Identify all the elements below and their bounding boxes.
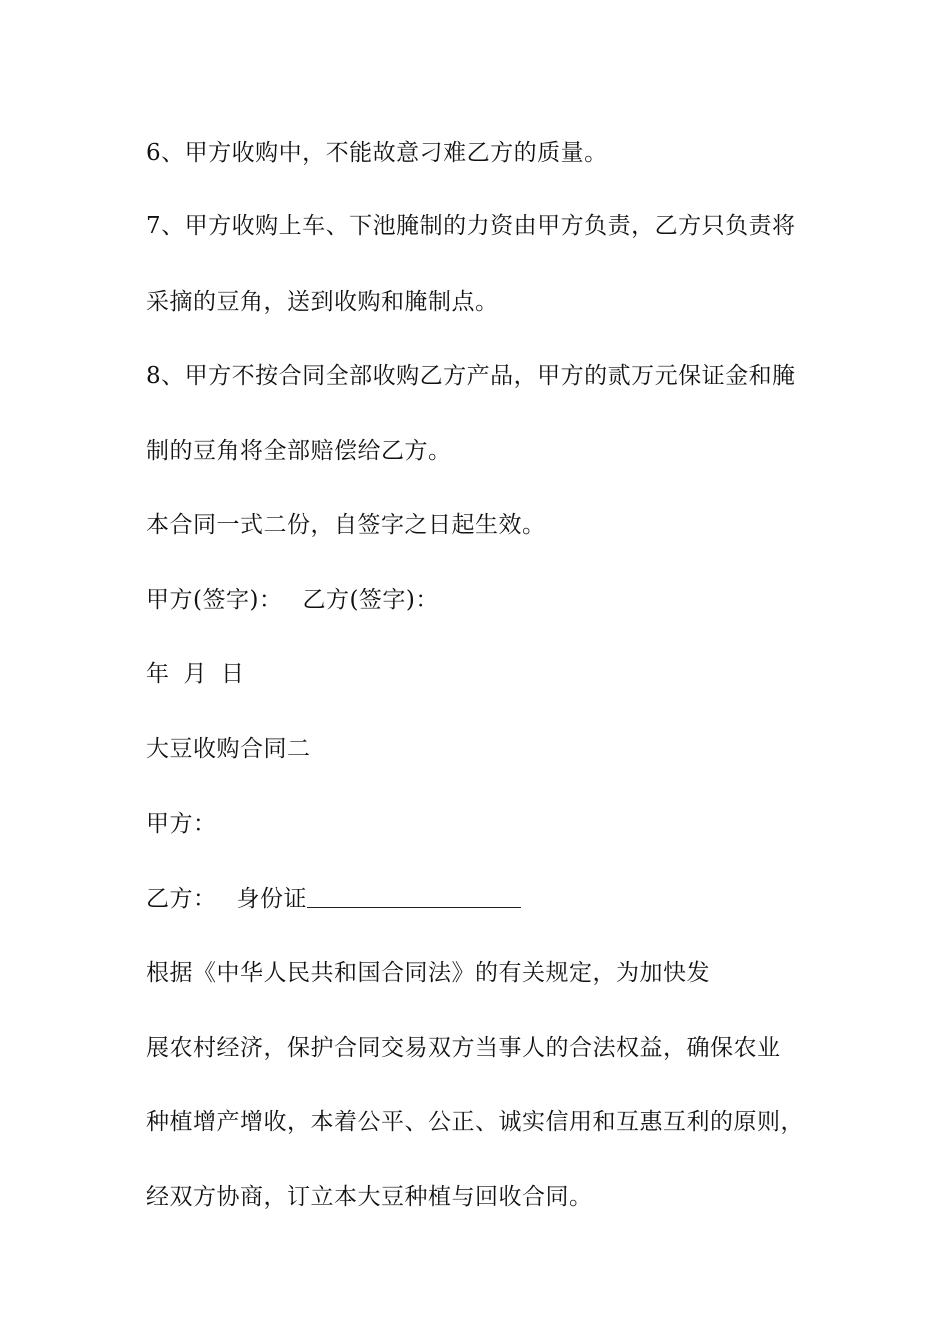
signature-line	[146, 585, 439, 615]
date-year-label: 年	[146, 661, 170, 687]
party-a-label: 甲方：	[146, 811, 217, 837]
date-month-label: 月	[183, 661, 207, 687]
id-card-blank	[307, 885, 521, 908]
clause-8-line-1: 8、甲方不按合同全部收购乙方产品，甲方的贰万元保证金和腌	[146, 363, 796, 389]
preamble-line-1: 根据《中华人民共和国合同法》的有关规定，为加快发	[146, 960, 710, 986]
clause-8-line-2: 制的豆角将全部赔偿给乙方。	[146, 438, 452, 464]
date-line	[146, 659, 245, 689]
party-a-signature-label: 甲方(签字)：	[146, 587, 283, 613]
party-b-label: 乙方：	[146, 886, 217, 912]
clause-6: 6、甲方收购中，不能故意刁难乙方的质量。	[146, 140, 608, 166]
party-b-line	[146, 884, 521, 914]
clause-7-line-1: 7、甲方收购上车、下池腌制的力资由甲方负责，乙方只负责将	[146, 213, 796, 239]
party-b-signature-label: 乙方(签字)：	[302, 587, 439, 613]
preamble-line-3: 种植增产增收，本着公平、公正、诚实信用和互惠互利的原则，	[146, 1109, 804, 1135]
date-day-label: 日	[221, 661, 245, 687]
effective-clause: 本合同一式二份，自签字之日起生效。	[146, 512, 546, 538]
clause-7-line-2: 采摘的豆角，送到收购和腌制点。	[146, 289, 499, 315]
id-card-label: 身份证	[236, 886, 307, 912]
preamble-line-2: 展农村经济，保护合同交易双方当事人的合法权益，确保农业	[146, 1035, 781, 1061]
contract-title: 大豆收购合同二	[146, 736, 311, 762]
preamble-line-4: 经双方协商，订立本大豆种植与回收合同。	[146, 1184, 593, 1210]
